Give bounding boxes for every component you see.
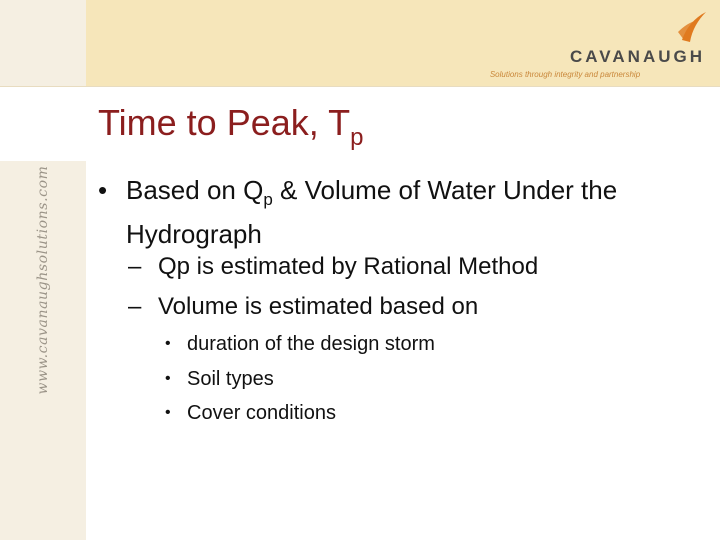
logo-tagline: Solutions through integrity and partnership [489,70,641,79]
bullet-mark: • [165,370,171,387]
bullet-text [126,173,656,251]
sub-bullet-1 [128,250,668,284]
website-url: www.cavanaughsolutions.com [35,165,51,395]
sub-bullet-2 [128,290,668,324]
sub-sub-bullet-text: duration of the design storm [187,333,435,355]
sub-sub-bullet-text: Soil types [187,368,274,390]
sub-sub-bullet-text: Cover conditions [187,402,336,424]
sub-sub-bullet-3 [165,398,585,428]
sub-bullet-text: Qp is estimated by Rational Method [158,253,539,280]
dash-mark: – [128,293,142,320]
title-main: Time to Peak, T [98,102,351,143]
sub-bullet-text: Volume is estimated based on [158,293,479,320]
sub-sub-bullet-2 [165,364,585,394]
sidebar-band [0,0,86,540]
bullet-mark: • [165,335,171,352]
title-subscript: p [350,124,364,151]
cavanaugh-logo-icon [676,10,708,44]
slide-title [98,98,364,151]
bullet-mark: • [98,175,108,205]
header-divider [0,86,720,87]
bullet-mark: • [165,404,171,421]
bullet-subscript: p [263,190,273,209]
bullet-text-part: & Volume of Water Under the Hydrograph [126,175,618,249]
sub-sub-bullet-1 [165,329,585,359]
bullet-text-part: Based on Q [126,175,264,205]
logo-wordmark: CAVANAUGH [570,47,705,66]
dash-mark: – [128,253,142,280]
